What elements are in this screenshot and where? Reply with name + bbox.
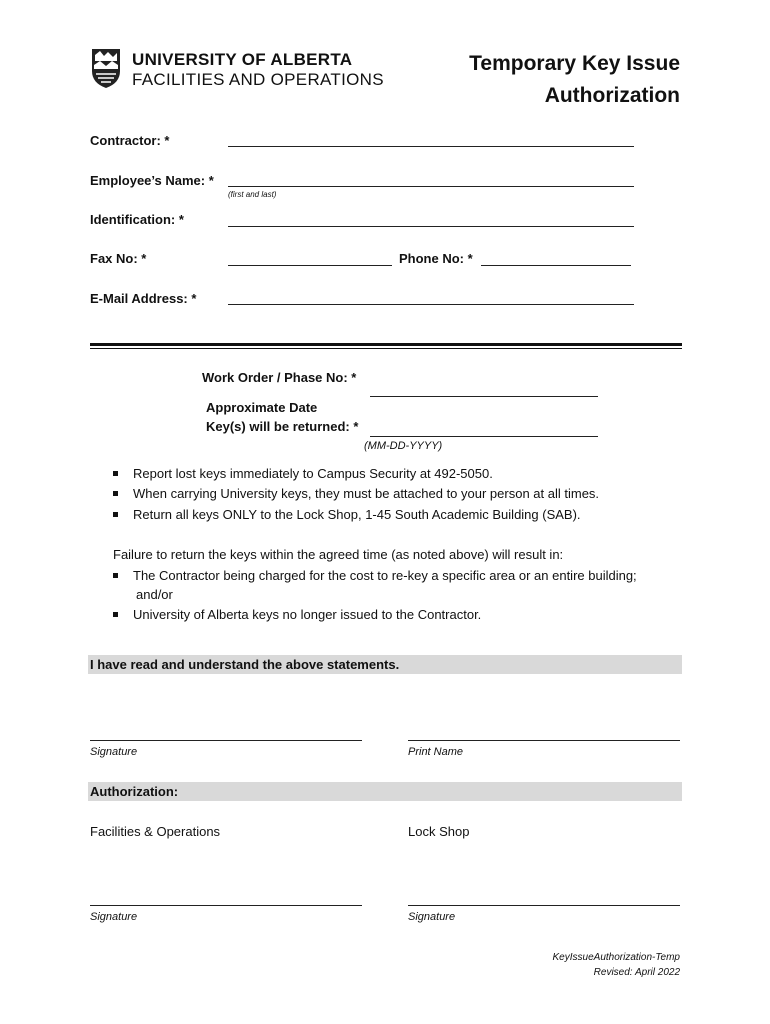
return-date-label-1: Approximate Date <box>206 400 318 415</box>
facilities-operations-label: Facilities & Operations <box>90 824 221 839</box>
employee-name-field[interactable] <box>228 186 634 187</box>
rule-item: Report lost keys immediately to Campus Security at 492-5050. <box>113 466 493 481</box>
failure-item: University of Alberta keys no longer issued to the Contractor. <box>113 607 481 622</box>
rule-item: Return all keys ONLY to the Lock Shop, 1-45 South Academic Building (SAB). <box>113 507 581 522</box>
employee-name-label: Employee’s Name: * <box>90 173 214 188</box>
bullet-icon <box>113 471 118 476</box>
work-order-label: Work Order / Phase No: * <box>202 370 357 385</box>
failure-item: The Contractor being charged for the cost to re-key a specific area or an entire building; <box>113 568 637 583</box>
bullet-icon <box>113 612 118 617</box>
return-date-field[interactable] <box>370 436 598 437</box>
acknowledge-band <box>88 655 682 674</box>
section-divider-thin <box>90 348 682 349</box>
return-date-label-2: Key(s) will be returned: * <box>206 419 359 434</box>
email-label: E-Mail Address: * <box>90 291 197 306</box>
authorization-text: Authorization: <box>90 784 179 799</box>
form-id: KeyIssueAuthorization-Temp <box>552 952 680 963</box>
logo-line-2: FACILITIES AND OPERATIONS <box>132 70 384 89</box>
facilities-signature-label: Signature <box>90 911 138 923</box>
bullet-icon <box>113 491 118 496</box>
bullet-icon <box>113 573 118 578</box>
phone-label: Phone No: * <box>399 251 473 266</box>
facilities-signature-field[interactable] <box>90 905 362 906</box>
title-line-2: Authorization <box>544 84 680 107</box>
date-format-hint: (MM-DD-YYYY) <box>364 440 443 452</box>
form-footer <box>430 950 680 980</box>
authorization-band <box>88 782 682 801</box>
signature-label: Signature <box>90 746 138 758</box>
signature-field[interactable] <box>90 740 362 741</box>
failure-item-continuation: and/or <box>136 587 173 602</box>
identification-label: Identification: * <box>90 212 184 227</box>
fax-field[interactable] <box>228 265 392 266</box>
work-order-field[interactable] <box>370 396 598 397</box>
phone-field[interactable] <box>481 265 631 266</box>
logo-line-1: UNIVERSITY OF ALBERTA <box>132 50 353 69</box>
failure-intro: Failure to return the keys within the agreed time (as noted above) will result in: <box>113 547 564 562</box>
print-name-field[interactable] <box>408 740 680 741</box>
revision-date: Revised: April 2022 <box>593 967 680 978</box>
contractor-label: Contractor: * <box>90 133 170 148</box>
contractor-field[interactable] <box>228 146 634 147</box>
identification-field[interactable] <box>228 226 634 227</box>
section-divider <box>90 343 682 346</box>
title-line-1: Temporary Key Issue <box>469 52 680 75</box>
page-title <box>380 48 680 112</box>
rule-item: When carrying University keys, they must be attached to your person at all times. <box>113 486 599 501</box>
print-name-label: Print Name <box>408 746 464 758</box>
lock-shop-signature-field[interactable] <box>408 905 680 906</box>
bullet-icon <box>113 512 118 517</box>
fax-label: Fax No: * <box>90 251 147 266</box>
employee-name-hint: (first and last) <box>228 190 277 199</box>
university-logo <box>90 47 122 89</box>
acknowledge-text: I have read and understand the above statements. <box>90 657 400 672</box>
lock-shop-signature-label: Signature <box>408 911 456 923</box>
lock-shop-label: Lock Shop <box>408 824 470 839</box>
email-field[interactable] <box>228 304 634 305</box>
